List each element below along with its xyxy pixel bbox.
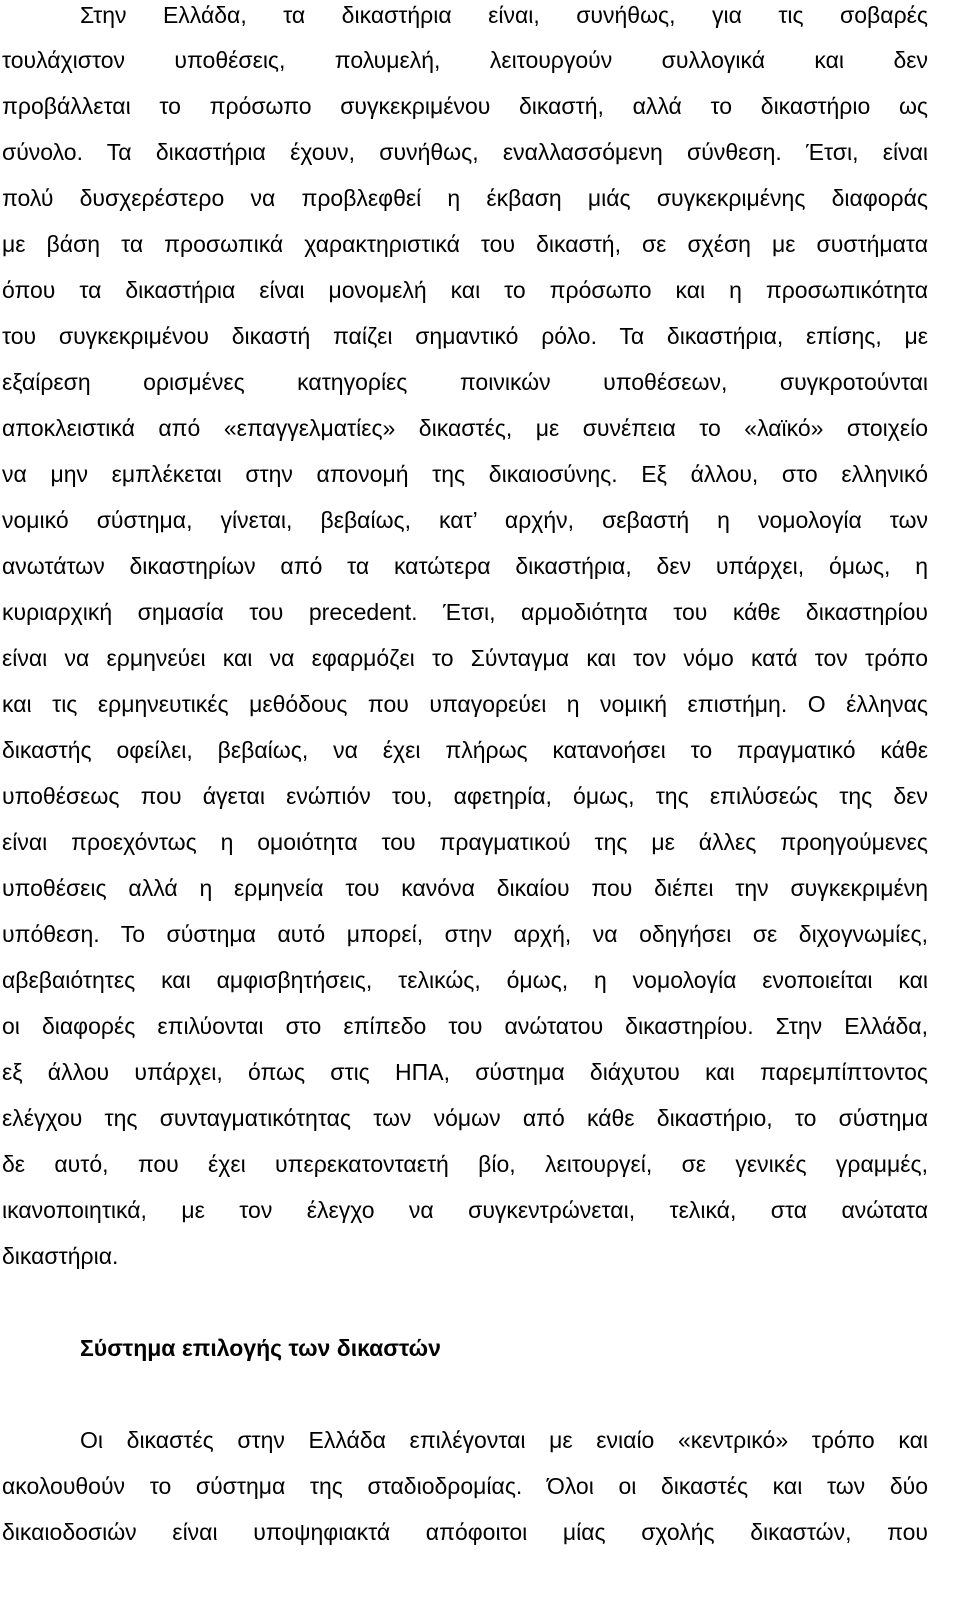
paragraph-1-line-19: είναι προεχόντως η ομοιότητα του πραγματικού της με άλλες προηγούμενες (2, 829, 928, 855)
paragraph-1-line-3: προβάλλεται το πρόσωπο συγκεκριμένου δικαστή, αλλά το δικαστήριο ως (2, 93, 928, 119)
paragraph-1-line-14: κυριαρχική σημασία του precedent. Έτσι, αρμοδιότητα του κάθε δικαστηρίου (2, 599, 928, 625)
paragraph-1-line-22: αβεβαιότητες και αμφισβητήσεις, τελικώς, όμως, η νομολογία ενοποιείται και (2, 967, 928, 993)
paragraph-1-line-21: υπόθεση. Το σύστημα αυτό μπορεί, στην αρχή, να οδηγήσει σε διχογνωμίες, (2, 921, 928, 947)
paragraph-1-line-12: νομικό σύστημα, γίνεται, βεβαίως, κατ’ αρχήν, σεβαστή η νομολογία των (2, 507, 928, 533)
paragraph-1-line-9: εξαίρεση ορισμένες κατηγορίες ποινικών υποθέσεων, συγκροτούνται (2, 369, 928, 395)
paragraph-1-line-16: και τις ερμηνευτικές μεθόδους που υπαγορεύει η νομική επιστήμη. Ο έλληνας (2, 691, 928, 717)
paragraph-2-line-3: δικαιοδοσιών είναι υποψηφιακτά απόφοιτοι μίας σχολής δικαστών, που (2, 1519, 928, 1545)
paragraph-1-line-13: ανωτάτων δικαστηρίων από τα κατώτερα δικαστήρια, δεν υπάρχει, όμως, η (2, 553, 928, 579)
paragraph-1-line-24: εξ άλλου υπάρχει, όπως στις ΗΠΑ, σύστημα διάχυτου και παρεμπίπτοντος (2, 1059, 928, 1085)
paragraph-1-line-8: του συγκεκριμένου δικαστή παίζει σημαντικό ρόλο. Τα δικαστήρια, επίσης, με (2, 323, 928, 349)
paragraph-1-line-28: δικαστήρια. (2, 1243, 119, 1269)
paragraph-1-line-26: δε αυτό, που έχει υπερεκατονταετή βίο, λειτουργεί, σε γενικές γραμμές, (2, 1151, 928, 1177)
section-heading: Σύστημα επιλογής των δικαστών (80, 1335, 441, 1361)
paragraph-1-line-2: τουλάχιστον υποθέσεις, πολυμελή, λειτουργούν συλλογικά και δεν (2, 47, 928, 73)
paragraph-1-line-7: όπου τα δικαστήρια είναι μονομελή και το πρόσωπο και η προσωπικότητα (2, 277, 928, 303)
paragraph-1-line-18: υποθέσεως που άγεται ενώπιόν του, αφετηρία, όμως, της επιλύσεώς της δεν (2, 783, 928, 809)
paragraph-1-line-11: να μην εμπλέκεται στην απονομή της δικαιοσύνης. Εξ άλλου, στο ελληνικό (2, 461, 928, 487)
paragraph-1-line-5: πολύ δυσχερέστερο να προβλεφθεί η έκβαση μιάς συγκεκριμένης διαφοράς (2, 185, 928, 211)
paragraph-1-line-15: είναι να ερμηνεύει και να εφαρμόζει το Σύνταγμα και τον νόμο κατά τον τρόπο (2, 645, 928, 671)
paragraph-1-line-10: αποκλειστικά από «επαγγελματίες» δικαστές, με συνέπεια το «λαϊκό» στοιχείο (2, 415, 928, 441)
paragraph-1-line-20: υποθέσεις αλλά η ερμηνεία του κανόνα δικαίου που διέπει την συγκεκριμένη (2, 875, 928, 901)
paragraph-1-line-4: σύνολο. Τα δικαστήρια έχουν, συνήθως, εναλλασσόμενη σύνθεση. Έτσι, είναι (2, 139, 928, 165)
paragraph-1-line-17: δικαστής οφείλει, βεβαίως, να έχει πλήρως κατανοήσει το πραγματικό κάθε (2, 737, 928, 763)
paragraph-2-line-2: ακολουθούν το σύστημα της σταδιοδρομίας. Όλοι οι δικαστές και των δύο (2, 1473, 928, 1499)
paragraph-1-line-25: ελέγχου της συνταγματικότητας των νόμων από κάθε δικαστήριο, το σύστημα (2, 1105, 928, 1131)
paragraph-2-line-1: Οι δικαστές στην Ελλάδα επιλέγονται με ενιαίο «κεντρικό» τρόπο και (80, 1427, 928, 1453)
paragraph-1-line-1: Στην Ελλάδα, τα δικαστήρια είναι, συνήθως, για τις σοβαρές (80, 2, 928, 28)
paragraph-1-line-23: οι διαφορές επιλύονται στο επίπεδο του ανώτατου δικαστηρίου. Στην Ελλάδα, (2, 1013, 928, 1039)
paragraph-1-line-27: ικανοποιητικά, με τον έλεγχο να συγκεντρώνεται, τελικά, στα ανώτατα (2, 1197, 928, 1223)
paragraph-1-line-6: με βάση τα προσωπικά χαρακτηριστικά του δικαστή, σε σχέση με συστήματα (2, 231, 928, 257)
